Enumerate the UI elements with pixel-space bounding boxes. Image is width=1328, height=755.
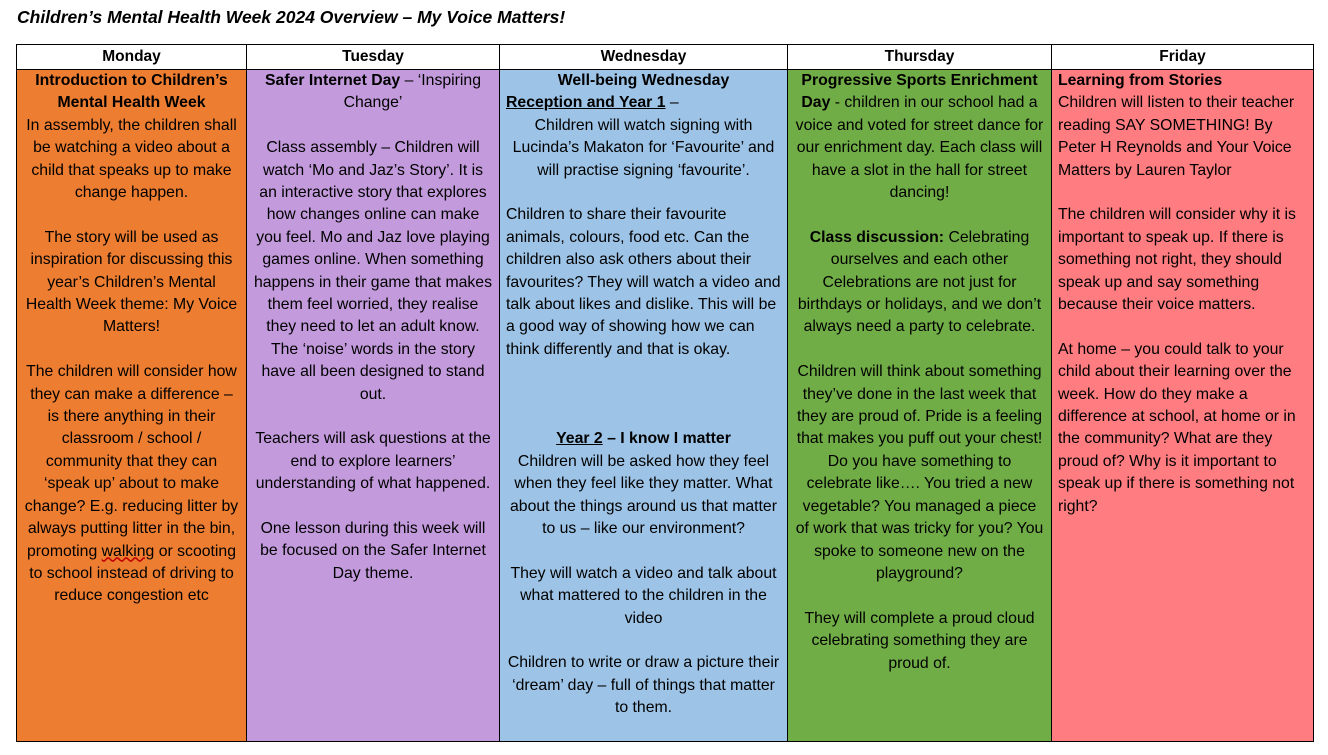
table-header-row (17, 45, 1314, 70)
friday-paragraph-2: The children will consider why it is important to speak up. If there is something not right, they should speak up and say something because their voice matters. (1058, 206, 1296, 314)
header-friday: Friday (1052, 45, 1314, 70)
monday-paragraph-3-end: or scooting to school instead of driving to reduce congestion etc (29, 542, 236, 605)
thursday-heading-bold: Progressive Sports Enrichment Day (801, 72, 1038, 112)
monday-paragraph-2: The story will be used as inspiration for discussing this year’s Children’s Mental Health Week theme: My Voice Matters! (25, 228, 238, 336)
tuesday-cell (247, 70, 500, 742)
tuesday-heading (253, 70, 493, 115)
tuesday-heading-bold: Safer Internet Day (265, 72, 401, 89)
wednesday-paragraph-1: Children will watch signing with Lucinda’s Makaton for ‘Favourite’ and will practise signing ‘favourite’. (512, 116, 775, 179)
monday-paragraph-1: In assembly, the children shall be watching a video about a child that speaks up to make change happen. (26, 116, 237, 202)
spellcheck-underlined-word: walking (101, 542, 155, 560)
header-tuesday: Tuesday (247, 45, 500, 70)
friday-cell (1052, 70, 1314, 742)
tuesday-heading-rest: – ‘Inspiring Change’ (343, 72, 481, 112)
week-overview-table (16, 44, 1314, 742)
tuesday-paragraph-3: One lesson during this week will be focused on the Safer Internet Day theme. (260, 520, 486, 582)
friday-heading: Learning from Stories (1058, 72, 1223, 89)
monday-paragraph-3 (23, 361, 240, 607)
thursday-heading (794, 70, 1045, 204)
thursday-paragraph-3: They will complete a proud cloud celebrating something they are proud of. (804, 609, 1035, 672)
tuesday-paragraph-2: Teachers will ask questions at the end to explore learners’ understanding of what happened. (255, 430, 491, 493)
thursday-heading-rest: - children in our school had a voice and voted for street dance for our enrichment day. Each class will have a slot in the hall for street dancing! (795, 94, 1044, 202)
friday-paragraph-1: Children will listen to their teacher reading SAY SOMETHING! By Peter H Reynolds and Your Voice Matters by Lauren Taylor (1058, 94, 1295, 179)
year2-subtitle: – I know I matter (607, 430, 731, 448)
wednesday-cell (500, 70, 788, 742)
header-monday: Monday (17, 45, 247, 70)
discussion-label: Class discussion: (809, 228, 945, 246)
wednesday-paragraph-4: They will watch a video and talk about what mattered to the children in the video (510, 564, 777, 627)
monday-cell (17, 70, 247, 742)
thursday-discussion (794, 227, 1045, 339)
wednesday-paragraph-3: Children will be asked how they feel when they feel like they matter. What about the things around us that matter to us – like our environment? (510, 452, 777, 538)
monday-heading: Introduction to Children’s Mental Health Week (35, 72, 228, 112)
friday-paragraph-3: At home – you could talk to your child about their learning over the week. How do they make a difference at school, at home or in the community? What are they proud of? Why is it important to speak up if there is something not right? (1058, 340, 1296, 515)
header-thursday: Thursday (788, 45, 1052, 70)
wednesday-paragraph-5: Children to write or draw a picture their ‘dream’ day – full of things that matter to them. (507, 654, 780, 717)
table-body-row (17, 70, 1314, 742)
header-wednesday: Wednesday (500, 45, 788, 70)
wednesday-paragraph-2: Children to share their favourite animals, colours, food etc. Can the children also ask others about their favourites? They will watch a video and talk about likes and dislike. This will be a good way of showing how we can think differently and that is okay. (506, 206, 781, 358)
monday-paragraph-3-start: The children will consider how they can make a difference – is there anything in their classroom / school / community that they can ‘speak up’ about to make change? E.g. reducing litter by always putting litter in the bin, promoting (24, 363, 239, 560)
reception-dash: – (669, 94, 679, 112)
page-title: Children’s Mental Health Week 2024 Overview – My Voice Matters! (17, 7, 566, 27)
thursday-paragraph-2: Children will think about something they’ve done in the last week that they are proud of. Pride is a feeling that makes you puff out your chest! Do you have something to celebrate like…. You tried a new vegetable? You managed a piece of work that was tricky for you? You spoke to someone new on the playground? (795, 363, 1044, 582)
wednesday-heading: Well-being Wednesday (557, 72, 730, 89)
wednesday-reception-heading (506, 92, 781, 114)
reception-label: Reception and Year 1 (506, 94, 666, 112)
wednesday-year2-heading (506, 428, 781, 450)
discussion-text: Celebrating ourselves and each other Celebrations are not just for birthdays or holidays, and we don’t always need a party to celebrate. (797, 228, 1042, 336)
tuesday-paragraph-1: Class assembly – Children will watch ‘Mo and Jaz’s Story’. It is an interactive story that explores how changes online can make you feel. Mo and Jaz love playing games online. When something happens in their game that makes them feel worried, they realise they need to let an adult know. The ‘noise’ words in the story have all been designed to stand out. (254, 139, 492, 403)
year2-label: Year 2 (556, 430, 603, 448)
thursday-cell (788, 70, 1052, 742)
